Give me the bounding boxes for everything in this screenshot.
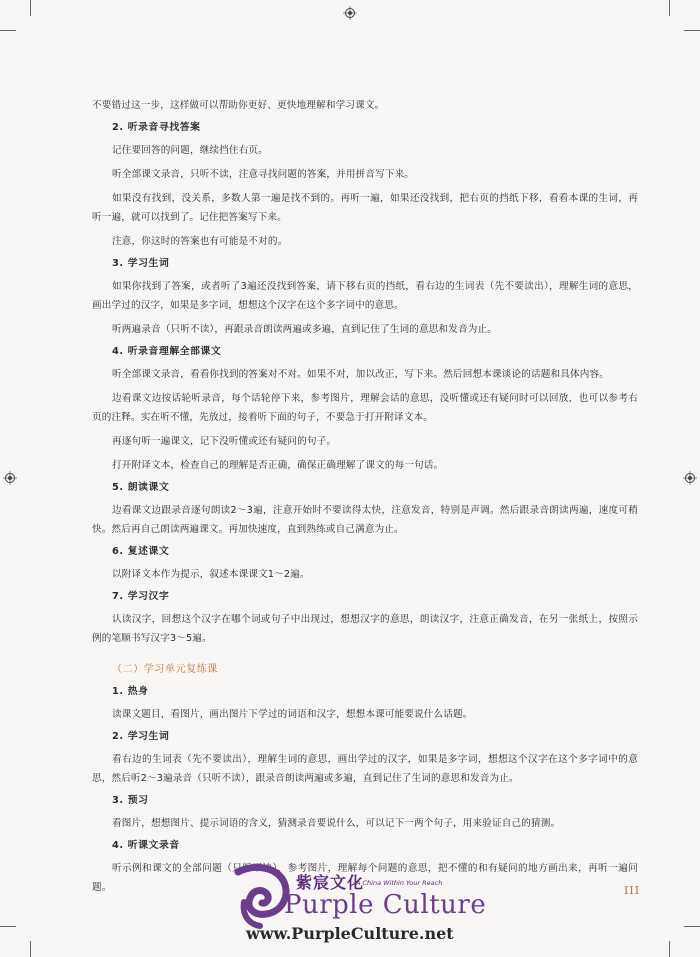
registration-mark-icon xyxy=(683,471,697,485)
step-heading: 3. 学习生词 xyxy=(112,258,170,269)
paragraph: 认读汉字，回想这个汉字在哪个词或句子中出现过，想想汉字的意思，朗读汉字，注意正确发音，在另一张纸上，按照示例的笔顺书写汉字3～5遍。 xyxy=(92,614,638,644)
watermark-cn: 紫宸文化 xyxy=(296,873,365,892)
crop-mark xyxy=(684,30,700,31)
watermark-tagline: A China Within Your Reach xyxy=(356,879,443,887)
crop-mark xyxy=(669,0,670,16)
crop-mark xyxy=(0,926,16,927)
step-heading: 4. 听录音理解全部课文 xyxy=(112,346,222,357)
step-heading: 4. 听课文录音 xyxy=(112,840,180,851)
crop-mark xyxy=(684,926,700,927)
paragraph: 听两遍录音（只听不读），再跟录音朗读两遍或多遍，直到记住了生词的意思和发音为止。 xyxy=(112,324,497,335)
watermark-url: www.PurpleCulture.net xyxy=(246,924,454,943)
crop-mark xyxy=(30,0,31,16)
paragraph: 读课文题目，看图片，画出图片下学过的词语和汉字，想想本课可能要说什么话题。 xyxy=(112,709,473,720)
paragraph: 打开附译文本，检查自己的理解是否正确，确保正确理解了课文的每一句话。 xyxy=(112,460,444,471)
paragraph: 边看课文边跟录音逐句朗读2～3遍，注意开始时不要读得太快，注意发音，特别是声调。然后跟录音朗读两遍，速度可稍快。然后再自己朗读两遍课文。再加快速度，直到熟练或自己满意为止。 xyxy=(92,505,638,535)
text-body xyxy=(92,96,641,902)
paragraph: 听示例和课文的全部问题（只听不读），参考图片，理解每个问题的意思，把不懂的和有疑问的地方画出来，再听一遍问题。 xyxy=(92,863,638,893)
paragraph: 如果你找到了答案，或者听了3遍还没找到答案，请下移右页的挡纸，看右边的生词表（先不要读出），理解生词的意思，画出学过的汉字，如果是多字词，想想这个汉字在这个多字词中的意思。 xyxy=(92,281,638,311)
step-heading: 5. 朗读课文 xyxy=(112,482,170,493)
paragraph: 听全部课文录音，只听不读，注意寻找问题的答案，并用拼音写下来。 xyxy=(112,169,415,180)
paragraph: 听全部课文录音，看看你找到的答案对不对。如果不对，加以改正，写下来。然后回想本课谈论的话题和具体内容。 xyxy=(112,369,609,380)
paragraph: 看图片，想想图片、提示词语的含义，猜测录音要说什么，可以记下一两个句子，用来验证自己的猜测。 xyxy=(112,818,561,829)
page-number: III xyxy=(624,884,641,897)
crop-mark xyxy=(0,30,16,31)
crop-mark xyxy=(669,941,670,957)
paragraph: 看右边的生词表（先不要读出），理解生词的意思，画出学过的汉字，如果是多字词，想想这个汉字在这个多字词中的意思，然后听2～3遍录音（只听不读），跟录音朗读两遍或多遍，直到记住了生词的意思和发音为止。 xyxy=(92,754,638,784)
step-heading: 2. 听录音寻找答案 xyxy=(112,122,201,133)
registration-mark-icon xyxy=(343,6,357,20)
paragraph: 如果没有找到，没关系，多数人第一遍是找不到的。再听一遍，如果还没找到，把右页的挡纸下移，看看本课的生词，再听一遍，就可以找到了。记住把答案写下来。 xyxy=(92,193,638,223)
watermark-en: Purple Culture xyxy=(284,890,487,920)
paragraph: 注意，你这时的答案也有可能是不对的。 xyxy=(112,236,288,247)
crop-mark xyxy=(30,941,31,957)
paragraph: 记住要回答的问题，继续挡住右页。 xyxy=(112,145,268,156)
step-heading: 2. 学习生词 xyxy=(112,731,170,742)
step-heading: 6. 复述课文 xyxy=(112,546,170,557)
section-heading: （二）学习单元复练课 xyxy=(112,664,218,675)
paragraph: 再逐句听一遍课文，记下没听懂或还有疑问的句子。 xyxy=(112,436,337,447)
registration-mark-icon xyxy=(3,471,17,485)
step-heading: 7. 学习汉字 xyxy=(112,591,170,602)
paragraph: 边看课文边按话轮听录音，每个话轮停下来，参考图片，理解会话的意思，没听懂或还有疑问时可以回放，也可以参考右页的注释。实在听不懂，先放过，接着听下面的句子，不要急于打开附译文本。 xyxy=(92,393,638,423)
step-heading: 1. 热身 xyxy=(112,686,149,697)
paragraph: 不要错过这一步，这样做可以帮助你更好、更快地理解和学习课文。 xyxy=(92,100,385,111)
paragraph: 以附译文本作为提示，叙述本课课文1～2遍。 xyxy=(112,569,310,580)
step-heading: 3. 预习 xyxy=(112,795,149,806)
